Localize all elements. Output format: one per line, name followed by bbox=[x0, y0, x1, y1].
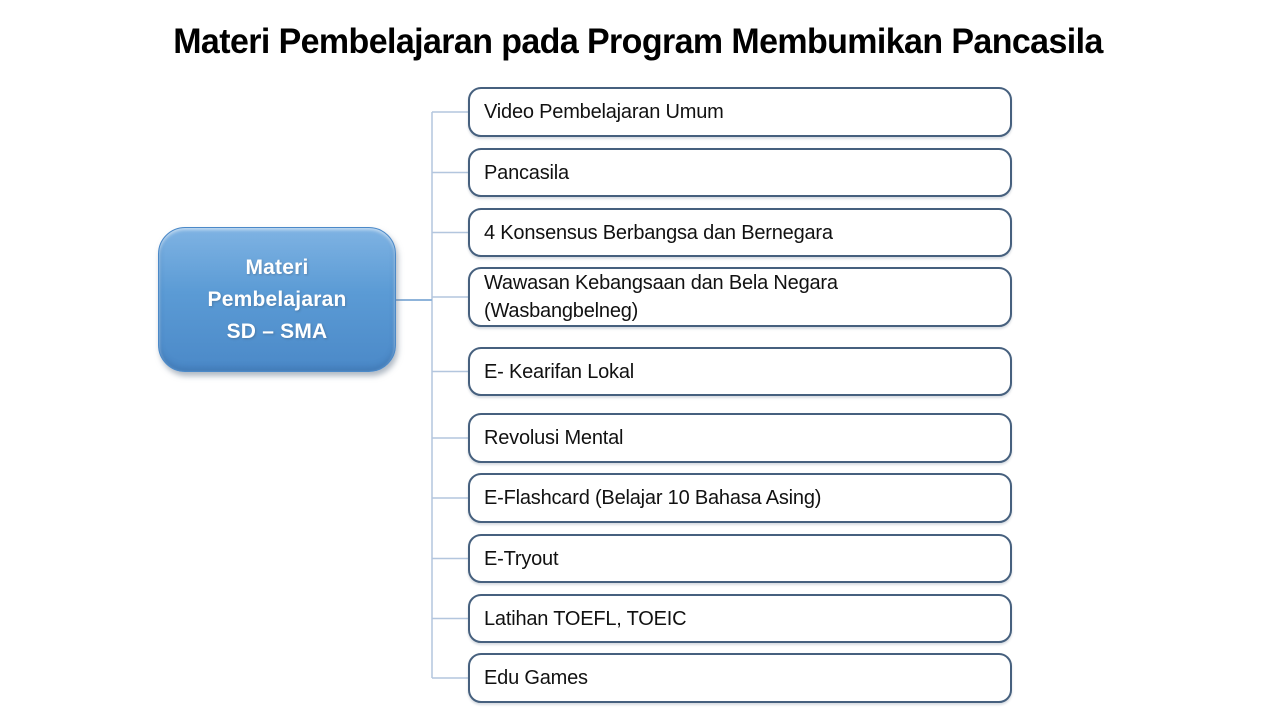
item-box bbox=[468, 653, 1012, 703]
center-node bbox=[158, 227, 396, 372]
item-box bbox=[468, 347, 1012, 396]
item-label: E-Flashcard (Belajar 10 Bahasa Asing) bbox=[484, 487, 822, 509]
center-node-line-2: Pembelajaran bbox=[207, 287, 347, 311]
item-label: Revolusi Mental bbox=[484, 427, 624, 449]
item-box bbox=[468, 148, 1012, 197]
center-node-line-1: Materi bbox=[245, 255, 309, 279]
item-label: Latihan TOEFL, TOEIC bbox=[484, 607, 687, 630]
item-box bbox=[468, 534, 1012, 583]
item-label: E- Kearifan Lokal bbox=[484, 360, 635, 383]
item-label: Video Pembelajaran Umum bbox=[484, 101, 724, 123]
item-label: Pancasila bbox=[484, 161, 569, 184]
item-box bbox=[468, 473, 1012, 523]
item-box bbox=[468, 208, 1012, 257]
item-label: E-Tryout bbox=[484, 547, 559, 570]
item-label: Edu Games bbox=[484, 667, 588, 689]
item-box bbox=[468, 413, 1012, 463]
item-box bbox=[468, 267, 1012, 327]
item-label: Wawasan Kebangsaan dan Bela Negara (Wasbangbelneg) bbox=[484, 272, 838, 322]
item-label: 4 Konsensus Berbangsa dan Bernegara bbox=[484, 221, 833, 244]
item-box bbox=[468, 87, 1012, 137]
item-box bbox=[468, 594, 1012, 643]
slide-title: Materi Pembelajaran pada Program Membumikan Pancasila bbox=[173, 22, 1103, 61]
center-node-line-3: SD – SMA bbox=[226, 319, 328, 343]
